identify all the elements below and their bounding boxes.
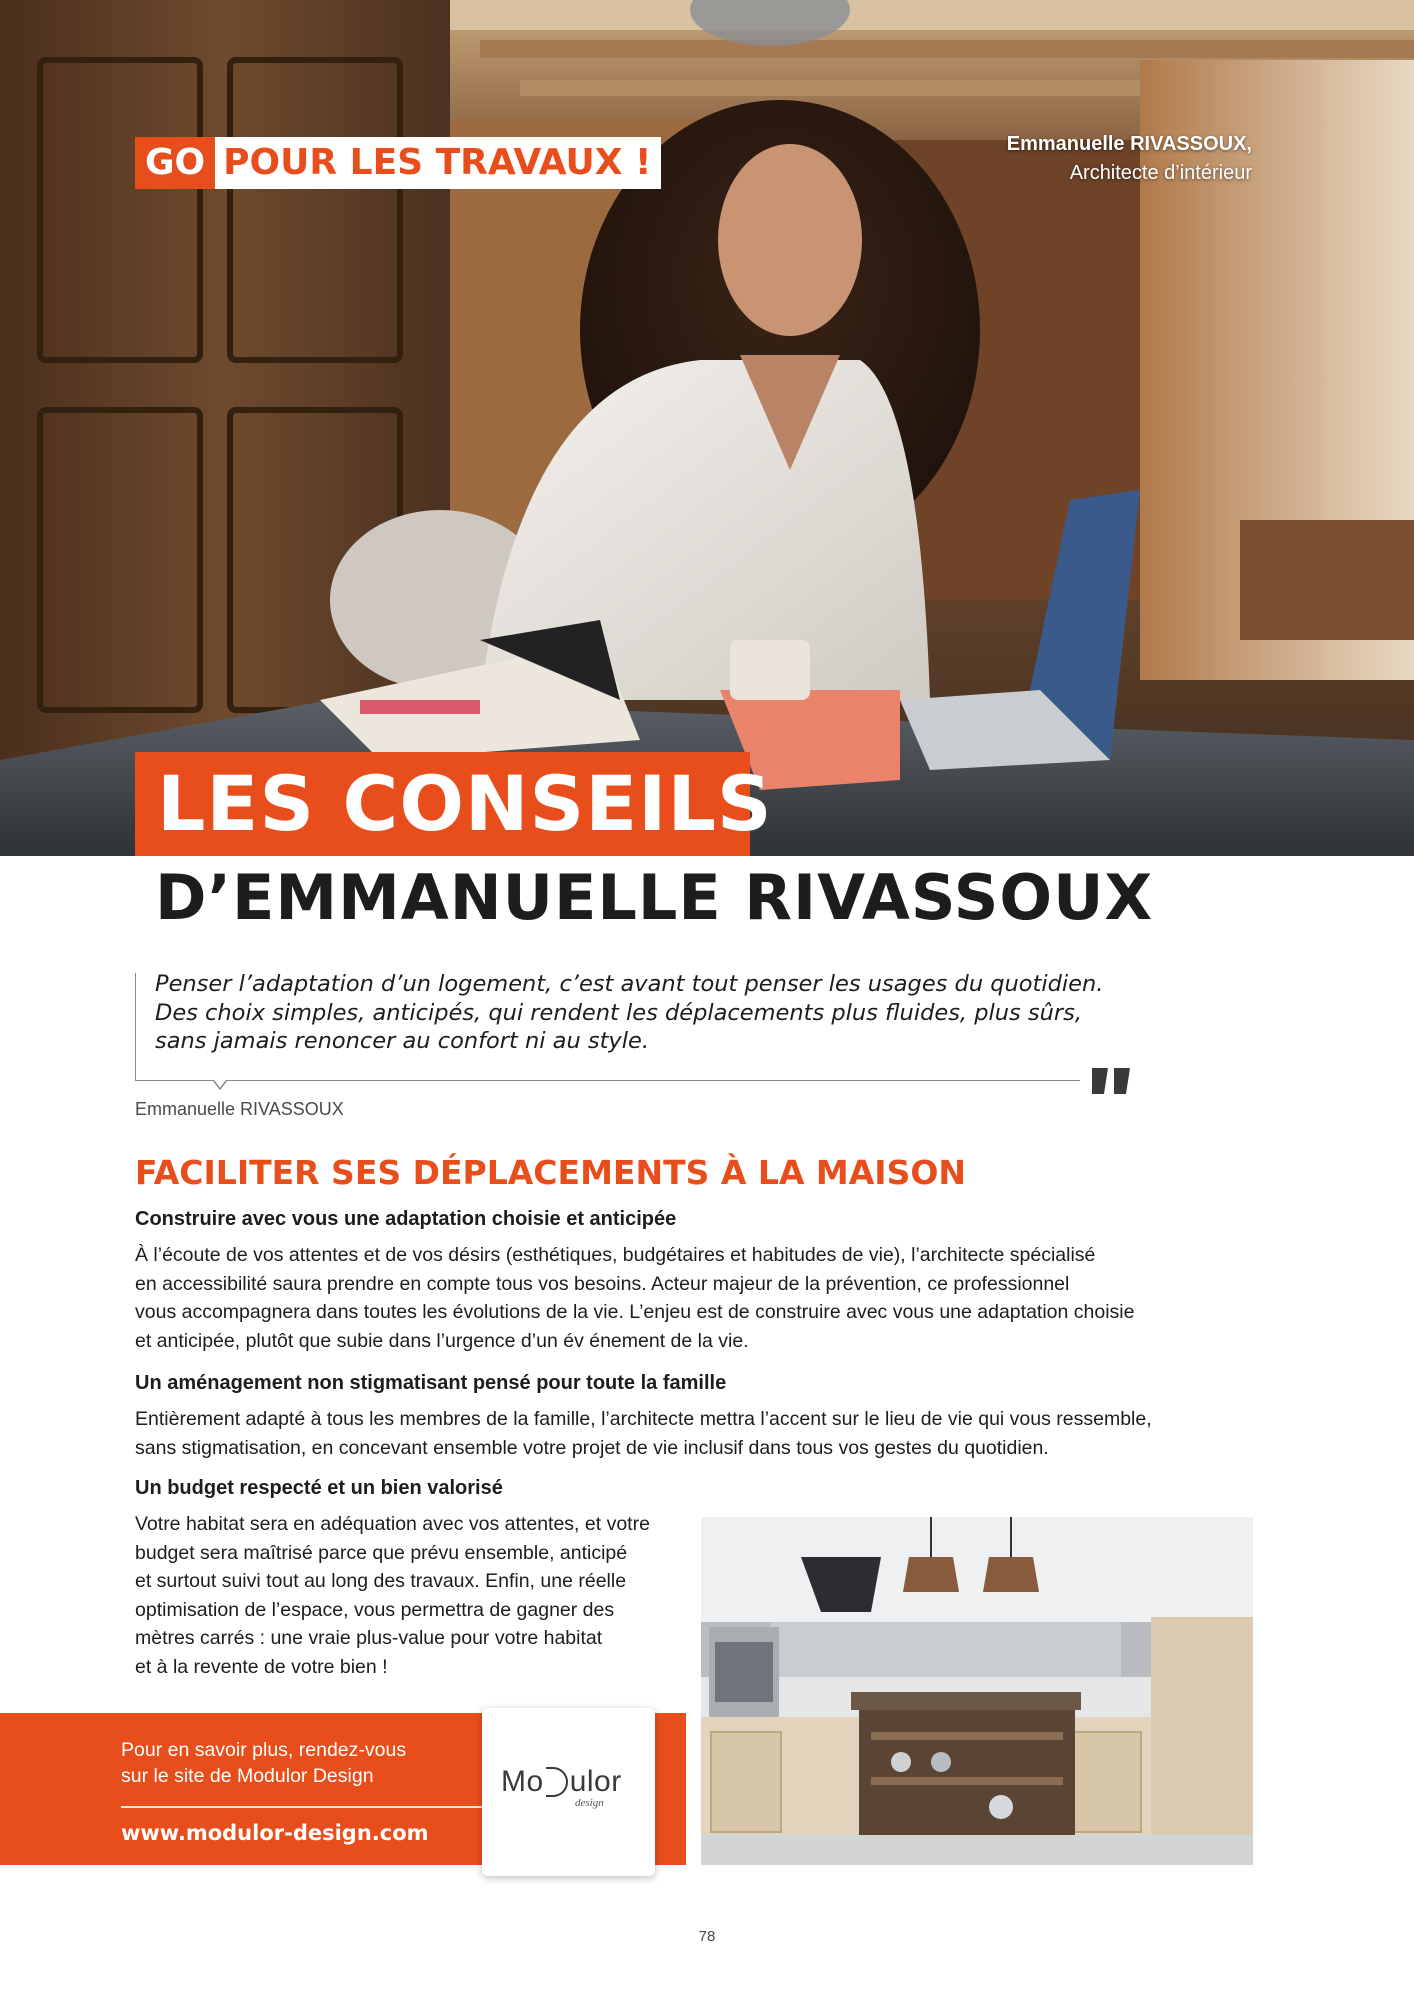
quote-pointer <box>213 1080 227 1090</box>
quote-text <box>155 970 1104 1056</box>
paragraph-line: en accessibilité saura prendre en compte tous vos besoins. Acteur majeur de la prévention, ce professionnel <box>135 1272 1070 1295</box>
paragraph-line: optimisation de l’espace, vous permettra de gagner des <box>135 1598 615 1621</box>
logo-subtitle: design <box>575 1797 604 1809</box>
photo-credit <box>1007 130 1252 188</box>
paragraph-line: mètres carrés : une vraie plus-value pour votre habitat <box>135 1627 603 1649</box>
hero-photo <box>0 0 1414 856</box>
quote-line: Penser l’adaptation d’un logement, c’est avant tout penser les usages du quotidien. <box>155 971 1104 997</box>
logo-part-b: ulor <box>569 1765 622 1798</box>
modulor-logo <box>501 1765 622 1799</box>
paragraph-line: Entièrement adapté à tous les membres de la famille, l’architecte mettra l’accent sur le lieu de vie qui vous ressemble, <box>135 1408 1152 1430</box>
paragraph-line: À l’écoute de vos attentes et de vos désirs (esthétiques, budgétaires et habitudes de vie), l’architecte spécialisé <box>135 1244 1096 1266</box>
logo-part-a: Mo <box>501 1765 544 1798</box>
credit-role: Architecte d’intérieur <box>1069 162 1252 184</box>
quote-line: sans jamais renoncer au confort ni au style. <box>155 1028 649 1054</box>
section-title: FACILITER SES DÉPLACEMENTS À LA MAISON <box>135 1153 967 1192</box>
paragraph <box>135 1510 650 1681</box>
section-tagline <box>135 137 661 189</box>
paragraph <box>135 1405 1152 1462</box>
paragraph <box>135 1241 1134 1355</box>
kitchen-photo <box>701 1517 1253 1865</box>
page-title-line1: LES CONSEILS <box>135 752 750 856</box>
logo-d-mark-icon <box>546 1767 568 1797</box>
kitchen-illustration <box>701 1517 1253 1865</box>
cta-text <box>121 1737 406 1789</box>
tagline-go: GO <box>135 137 215 189</box>
cta-divider <box>121 1806 483 1808</box>
hero-illustration <box>0 0 1414 856</box>
tagline-rest: POUR LES TRAVAUX ! <box>215 137 661 189</box>
cta-line: Pour en savoir plus, rendez-vous <box>121 1739 407 1761</box>
paragraph-line: et surtout suivi tout au long des travaux. Enfin, une réelle <box>135 1570 627 1592</box>
quote-line: Des choix simples, anticipés, qui rendent les déplacements plus fluides, plus sûrs, <box>155 999 1082 1026</box>
quote-author: Emmanuelle RIVASSOUX <box>135 1099 344 1119</box>
subheading: Un aménagement non stigmatisant pensé pour toute la famille <box>135 1372 727 1394</box>
subheading: Un budget respecté et un bien valorisé <box>135 1477 503 1499</box>
subheading: Construire avec vous une adaptation choisie et anticipée <box>135 1208 677 1230</box>
website-link[interactable]: www.modulor-design.com <box>121 1821 429 1845</box>
paragraph-line: Votre habitat sera en adéquation avec vos attentes, et votre <box>135 1513 650 1535</box>
paragraph-line: et à la revente de votre bien ! <box>135 1655 388 1678</box>
credit-name: Emmanuelle RIVASSOUX, <box>1006 133 1252 155</box>
cta-line: sur le site de Modulor Design <box>121 1765 374 1787</box>
paragraph-line: budget sera maîtrisé parce que prévu ensemble, anticipé <box>135 1541 628 1564</box>
paragraph-line: vous accompagnera dans toutes les évolutions de la vie. L’enjeu est de construire avec vous une adaptation choisie <box>135 1301 1135 1323</box>
paragraph-line: et anticipée, plutôt que subie dans l’urgence d’un év énement de la vie. <box>135 1329 749 1352</box>
page-number: 78 <box>698 1928 716 1945</box>
page-title-line2: D’EMMANUELLE RIVASSOUX <box>155 861 1154 934</box>
paragraph-line: sans stigmatisation, en concevant ensemble votre projet de vie inclusif dans tous vos gestes du quotidien. <box>135 1436 1049 1459</box>
closing-quote-icon <box>1090 1066 1132 1096</box>
